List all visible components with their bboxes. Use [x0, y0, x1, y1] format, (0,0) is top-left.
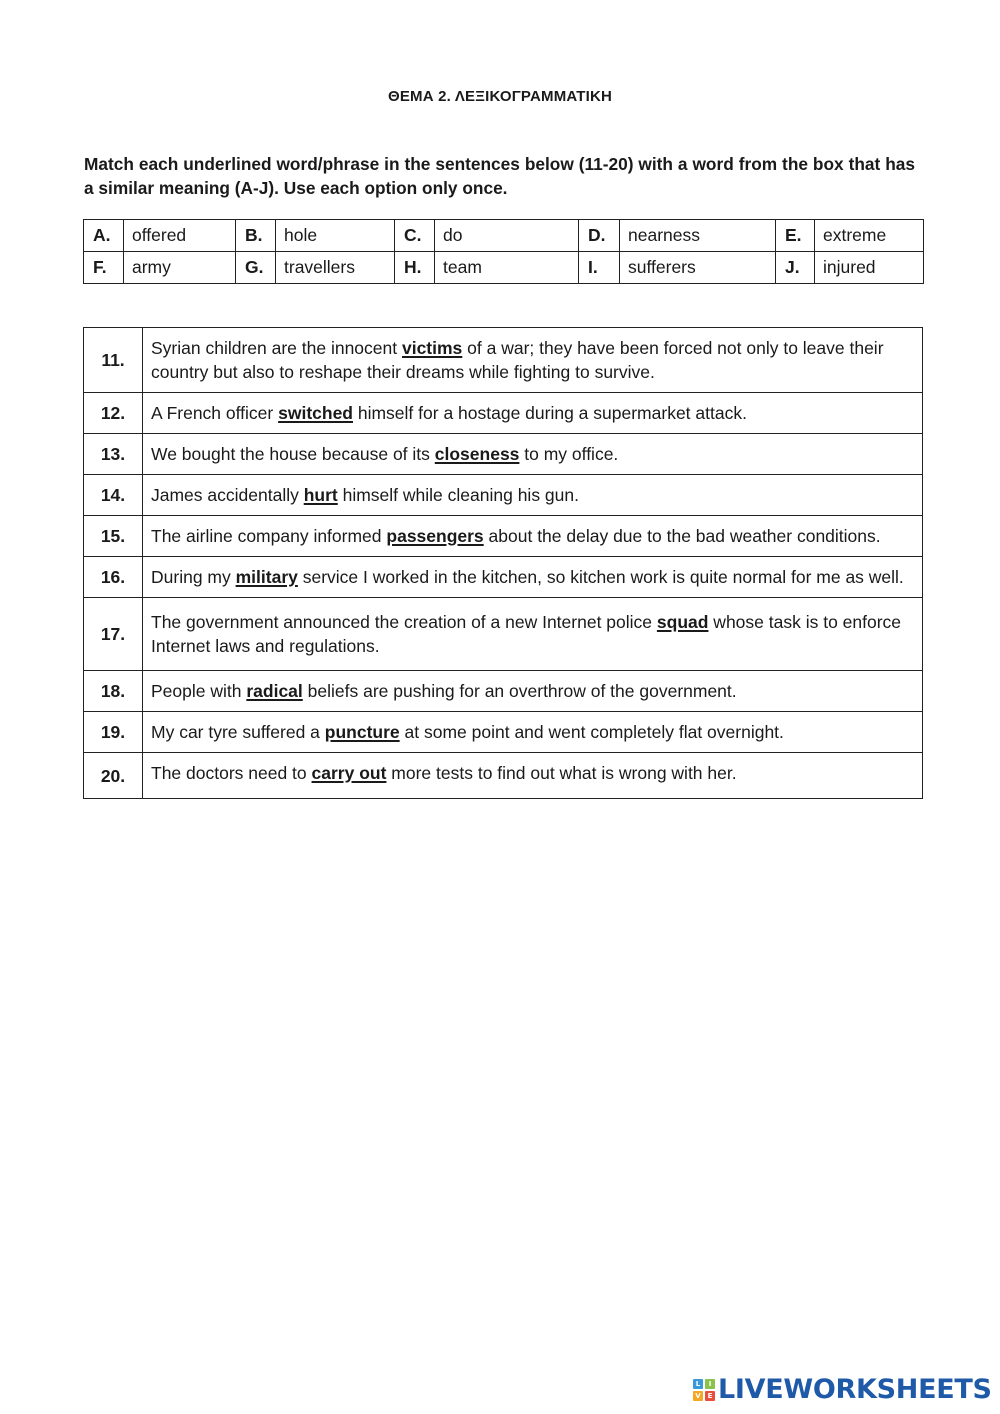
underlined-word: passengers	[386, 526, 484, 546]
underlined-word: military	[235, 567, 298, 587]
options-box	[83, 219, 924, 284]
option-word: extreme	[815, 220, 924, 252]
option-letter: D.	[579, 220, 620, 252]
option-letter: I.	[579, 252, 620, 284]
sentence-row	[84, 328, 923, 393]
sentence-number: 19.	[84, 712, 143, 753]
option-letter: B.	[236, 220, 276, 252]
options-row	[84, 252, 924, 284]
option-letter: J.	[776, 252, 815, 284]
logo-block: L	[693, 1379, 703, 1389]
underlined-word: victims	[401, 338, 463, 358]
sentence-text: The government announced the creation of a new Internet police squad whose task is to enforce Internet laws and regulations.	[143, 598, 923, 671]
sentence-text: James accidentally hurt himself while cleaning his gun.	[143, 475, 923, 516]
instructions: Match each underlined word/phrase in the sentences below (11-20) with a word from the box that has a similar meaning (A-J). Use each option only once.	[84, 154, 915, 198]
sentence-number: 18.	[84, 671, 143, 712]
sentence-row	[84, 557, 923, 598]
sentence-row	[84, 516, 923, 557]
underlined-word: radical	[246, 681, 303, 701]
sentence-number: 13.	[84, 434, 143, 475]
logo-blocks-icon	[693, 1379, 715, 1401]
sentence-row	[84, 753, 923, 799]
logo-block: V	[693, 1391, 703, 1401]
sentence-number: 15.	[84, 516, 143, 557]
sentence-row	[84, 671, 923, 712]
sentence-row	[84, 393, 923, 434]
option-letter: H.	[395, 252, 435, 284]
option-word: travellers	[276, 252, 395, 284]
sentence-row	[84, 598, 923, 671]
option-letter: F.	[84, 252, 124, 284]
options-row	[84, 220, 924, 252]
underlined-word: hurt	[303, 485, 338, 505]
option-letter: G.	[236, 252, 276, 284]
logo-block: E	[705, 1391, 715, 1401]
option-word: hole	[276, 220, 395, 252]
sentence-number: 12.	[84, 393, 143, 434]
option-letter: E.	[776, 220, 815, 252]
option-word: nearness	[620, 220, 776, 252]
sentence-text: My car tyre suffered a puncture at some point and went completely flat overnight.	[143, 712, 923, 753]
sentence-text: People with radical beliefs are pushing for an overthrow of the government.	[143, 671, 923, 712]
sentence-number: 11.	[84, 328, 143, 393]
sentence-text: Syrian children are the innocent victims of a war; they have been forced not only to leave their country but also to reshape their dreams while fighting to survive.	[143, 328, 923, 393]
option-word: injured	[815, 252, 924, 284]
sentence-number: 16.	[84, 557, 143, 598]
sentence-number: 20.	[84, 753, 143, 799]
page-title: ΘΕΜΑ 2. ΛΕΞΙΚΟΓΡΑΜΜΑΤΙΚΗ	[387, 88, 613, 105]
underlined-word: puncture	[324, 722, 400, 742]
underlined-word: switched	[278, 403, 353, 423]
underlined-word: squad	[656, 612, 709, 632]
logo-text: LIVEWORKSHEETS	[718, 1374, 992, 1405]
sentences-table	[83, 327, 923, 799]
logo-block: I	[705, 1379, 715, 1389]
sentence-row	[84, 434, 923, 475]
sentence-row	[84, 475, 923, 516]
option-word: army	[124, 252, 236, 284]
sentence-text: The airline company informed passengers about the delay due to the bad weather conditions.	[143, 516, 923, 557]
sentence-number: 17.	[84, 598, 143, 671]
sentence-text: We bought the house because of its closeness to my office.	[143, 434, 923, 475]
sentence-row	[84, 712, 923, 753]
option-letter: C.	[395, 220, 435, 252]
underlined-word: closeness	[434, 444, 520, 464]
liveworksheets-logo	[693, 1374, 992, 1405]
sentence-text: The doctors need to carry out more tests to find out what is wrong with her.	[143, 753, 923, 799]
option-word: offered	[124, 220, 236, 252]
option-word: do	[435, 220, 579, 252]
sentence-number: 14.	[84, 475, 143, 516]
sentence-text: A French officer switched himself for a hostage during a supermarket attack.	[143, 393, 923, 434]
underlined-word: carry out	[311, 763, 387, 783]
option-word: team	[435, 252, 579, 284]
option-word: sufferers	[620, 252, 776, 284]
sentence-text: During my military service I worked in the kitchen, so kitchen work is quite normal for me as well.	[143, 557, 923, 598]
option-letter: A.	[84, 220, 124, 252]
